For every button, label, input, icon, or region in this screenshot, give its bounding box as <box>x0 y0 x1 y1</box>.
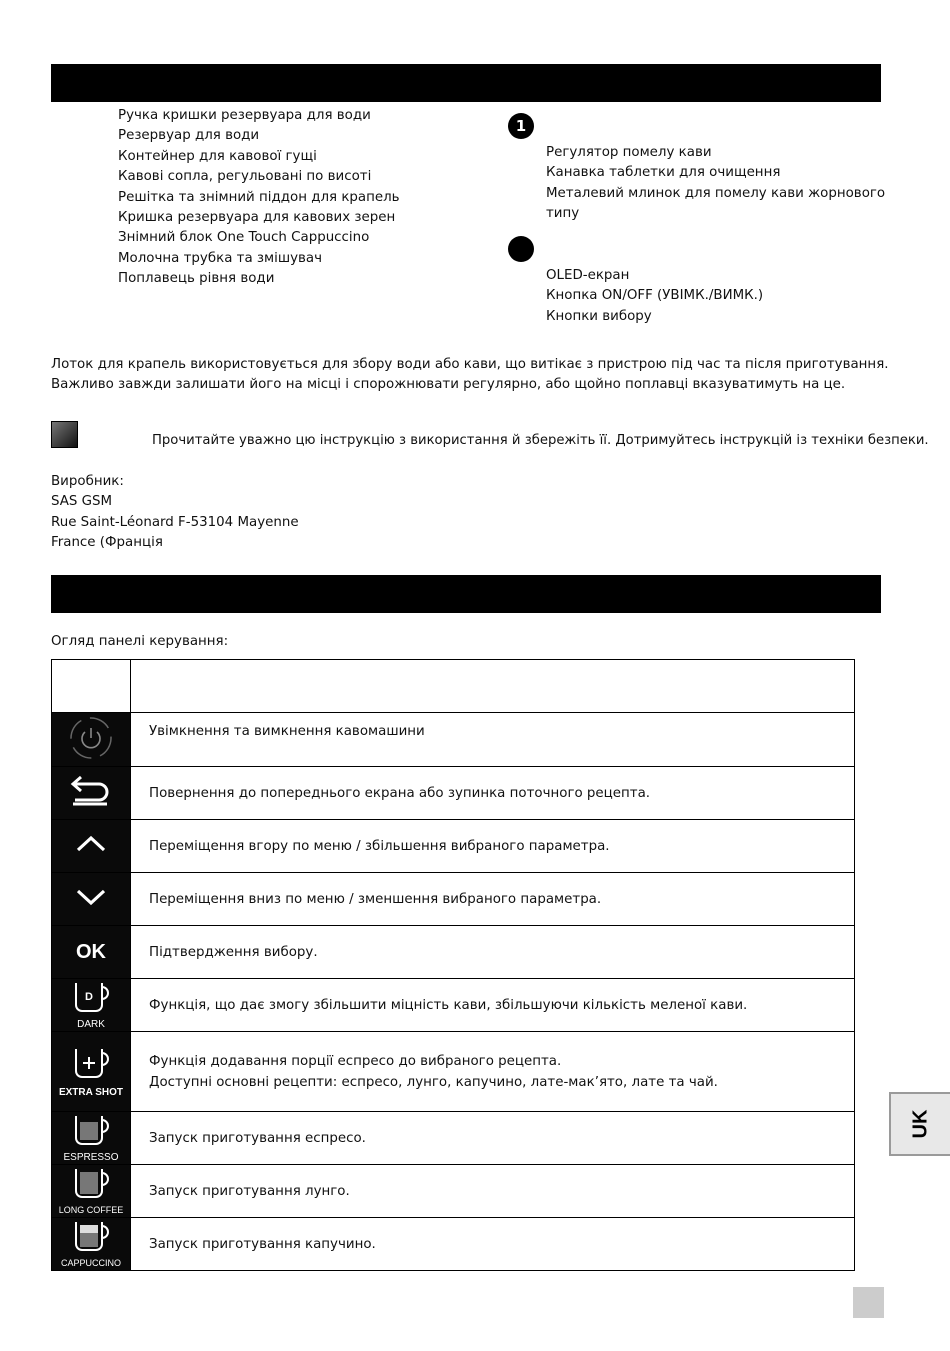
chevron-up-icon <box>74 832 108 856</box>
list-item: Ручка кришки резервуара для води <box>118 108 371 123</box>
cappuccino-cup-icon <box>68 1220 114 1254</box>
list-item: Поплавець рівня води <box>118 271 275 287</box>
language-tab <box>889 1092 950 1156</box>
table-text-cell: Підтвердження вибору. <box>131 926 855 979</box>
list-item: типу <box>546 206 580 222</box>
instruction-note: Прочитайте уважно цю інструкцію з використання й збережіть її. Дотримуйтесь інструкцій із техніки безпеки. <box>152 433 929 448</box>
table-row <box>52 979 855 1032</box>
table-row <box>52 1112 855 1165</box>
paragraph-line: Важливо завжди залишати його на місці і спорожнювати регулярно, або щойно поплавці вказуватимуть на це. <box>51 377 846 392</box>
dark-cup-icon <box>68 981 114 1015</box>
list-item: Металевий млинок для помелу кави жорнового <box>546 185 886 201</box>
table-text-line: Функція додавання порції еспресо до вибраного рецепта. <box>149 1053 562 1069</box>
table-text-line: Доступні основні рецепти: еспресо, лунго, капучино, лате-мак’ято, лате та чай. <box>149 1074 718 1090</box>
icon-label: LONG COFFEE <box>58 1204 124 1215</box>
manufacturer-line: France (Франція <box>51 534 163 550</box>
table-row <box>52 713 855 767</box>
list-item: Регулятор помелу кави <box>546 145 712 160</box>
table-header-row <box>52 660 855 713</box>
table-icon-cell <box>52 1112 131 1165</box>
table-row <box>52 873 855 926</box>
list-item: Канавка таблетки для очищення <box>546 165 781 181</box>
icon-label: ESPRESSO <box>63 1151 119 1163</box>
icon-label: CAPPUCCINO <box>60 1257 121 1268</box>
table-row <box>52 1032 855 1112</box>
table-text-cell <box>131 1032 855 1112</box>
extra-shot-cup-icon <box>68 1045 114 1083</box>
list-item: Решітка та знімний піддон для крапель <box>118 189 400 205</box>
section-header-bar <box>51 575 881 613</box>
table-icon-cell <box>52 1218 131 1271</box>
list-item: Кришка резервуара для кавових зерен <box>118 210 396 226</box>
parts-list-left <box>118 106 400 290</box>
paragraph-line: Лоток для крапель використовується для збору води або кави, що витікає з пристрою під час та після приготування. <box>51 357 889 372</box>
parts-list-right-1 <box>546 143 885 225</box>
panel-intro: Огляд панелі керування: <box>51 634 229 649</box>
table-row <box>52 820 855 873</box>
page-number-box <box>853 1287 884 1318</box>
manufacturer-block <box>51 472 299 553</box>
table-row <box>52 1165 855 1218</box>
chevron-down-icon <box>74 885 108 909</box>
icon-label: DARK <box>77 1018 105 1030</box>
manufacturer-line: Rue Saint-Léonard F-53104 Mayenne <box>51 514 299 530</box>
control-panel-table <box>51 659 855 1271</box>
list-item: Контейнер для кавової гущі <box>118 148 317 164</box>
svg-text:D: D <box>85 990 93 1003</box>
note-book-icon <box>51 421 78 448</box>
table-icon-cell <box>52 926 131 979</box>
table-text-cell: Переміщення вгору по меню / збільшення вибраного параметра. <box>131 820 855 873</box>
drip-tray-note <box>51 355 891 395</box>
table-text-cell: Запуск приготування еспресо. <box>131 1112 855 1165</box>
table-icon-cell <box>52 1032 131 1112</box>
list-item: Кнопки вибору <box>546 308 652 324</box>
parts-list-right-2 <box>546 266 763 327</box>
table-text-cell: Переміщення вниз по меню / зменшення вибраного параметра. <box>131 873 855 926</box>
table-row <box>52 926 855 979</box>
list-item: Молочна трубка та змішувач <box>118 250 323 266</box>
table-text-cell: Повернення до попереднього екрана або зупинка поточного рецепта. <box>131 767 855 820</box>
table-header-cell <box>52 660 131 713</box>
table-icon-cell <box>52 979 131 1032</box>
icon-label: EXTRA SHOT <box>58 1087 124 1098</box>
table-row <box>52 767 855 820</box>
power-icon <box>68 715 114 761</box>
list-item: Знімний блок One Touch Cappuccino <box>118 230 370 246</box>
table-icon-cell <box>52 1165 131 1218</box>
espresso-cup-icon <box>68 1114 114 1148</box>
list-item: Резервуар для води <box>118 128 260 144</box>
table-text-cell: Запуск приготування лунго. <box>131 1165 855 1218</box>
table-icon-cell <box>52 713 131 767</box>
table-icon-cell <box>52 873 131 926</box>
table-icon-cell <box>52 767 131 820</box>
section-header-bar <box>51 64 881 102</box>
ok-icon: OK <box>76 940 106 963</box>
list-item: Кнопка ON/OFF (УВІМК./ВИМК.) <box>546 288 764 304</box>
long-coffee-cup-icon <box>68 1167 114 1201</box>
callout-badge-2 <box>508 236 534 262</box>
table-text-cell: Функція, що дає змогу збільшити міцність кави, збільшуючи кількість меленої кави. <box>131 979 855 1032</box>
callout-badge-1: 1 <box>508 113 534 139</box>
manufacturer-line: Виробник: <box>51 474 124 489</box>
table-row <box>52 1218 855 1271</box>
list-item: Кавові сопла, регульовані по висоті <box>118 169 372 185</box>
back-arrow-icon <box>69 774 113 808</box>
table-icon-cell <box>52 820 131 873</box>
language-tab-label: UK <box>909 1109 931 1139</box>
manufacturer-line: SAS GSM <box>51 494 113 510</box>
list-item: OLED-екран <box>546 268 630 283</box>
table-text-cell: Увімкнення та вимкнення кавомашини <box>131 713 855 767</box>
table-header-cell <box>131 660 855 713</box>
table-text-cell: Запуск приготування капучино. <box>131 1218 855 1271</box>
